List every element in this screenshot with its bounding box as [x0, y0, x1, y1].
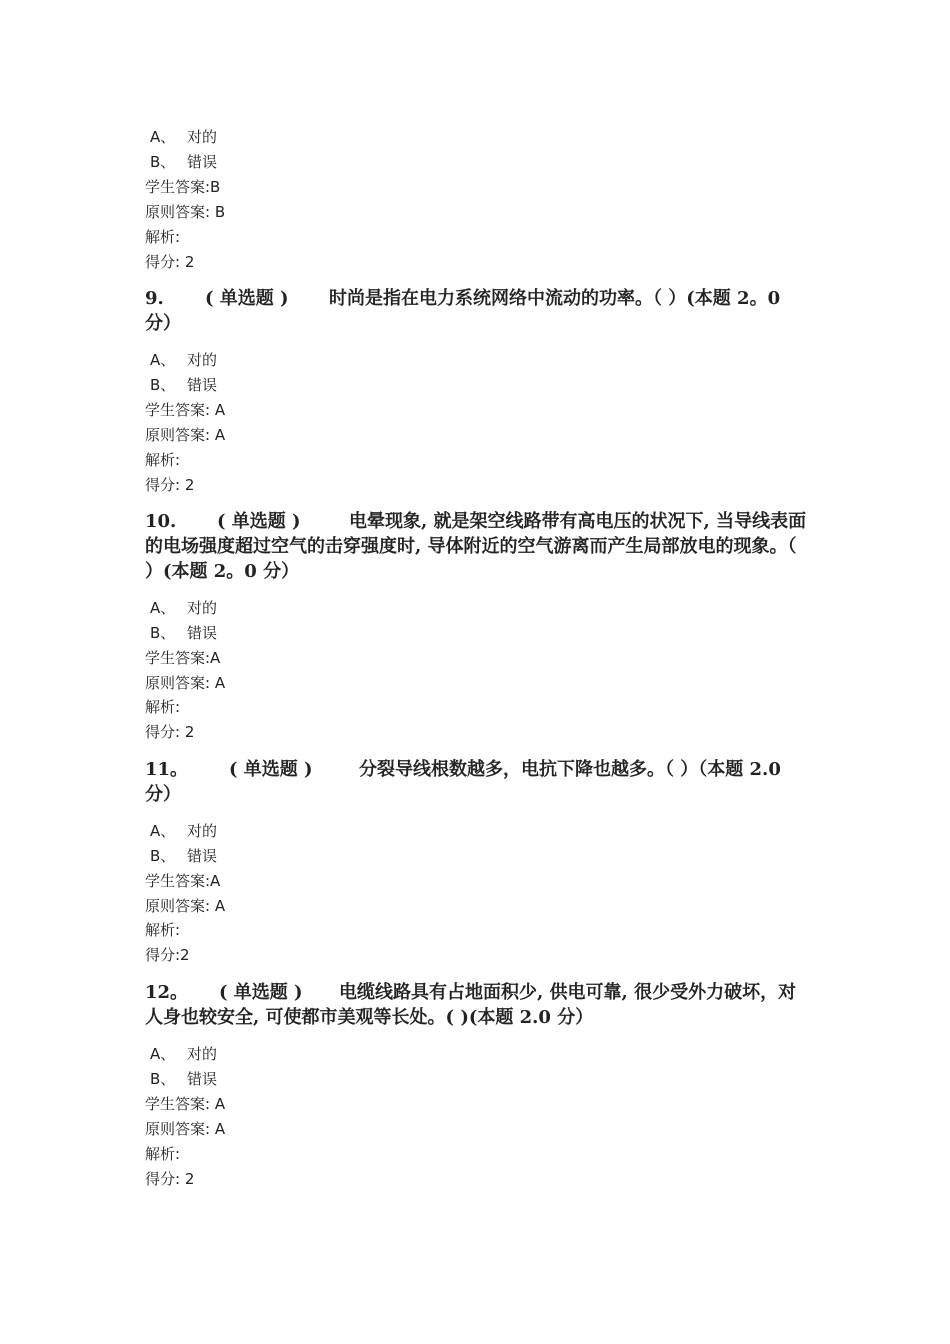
question-text: 电缆线路具有占地面积少, 供电可靠, 很少受外力破坏，对人身也较安全, 可使都市美观等长处。( )(本题 2.0 分） — [145, 982, 797, 1028]
score: 得分: 2 — [145, 476, 195, 494]
question-10 — [145, 509, 810, 584]
option-letter: B、 — [150, 847, 176, 865]
option-b — [150, 1069, 217, 1089]
student-answer: 学生答案:A — [145, 649, 221, 667]
question-text: 电晕现象, 就是架空线路带有高电压的状况下, 当导线表面的电场强度超过空气的击穿强度时, 导体附近的空气游离而产生局部放电的现象。（ ）(本题 2。0 分） — [145, 511, 807, 582]
analysis-label: 解析: — [145, 228, 181, 246]
option-letter: A、 — [150, 351, 176, 369]
student-answer: 学生答案: A — [145, 401, 226, 419]
option-letter: B、 — [150, 376, 176, 394]
option-a — [150, 1044, 217, 1064]
question-text: 时尚是指在电力系统网络中流动的功率。（ ）(本题 2。0 分） — [145, 288, 781, 334]
option-b — [150, 846, 217, 866]
option-text: 对的 — [187, 351, 218, 369]
score: 得分: 2 — [145, 1170, 195, 1188]
option-letter: A、 — [150, 599, 176, 617]
option-text: 对的 — [187, 1045, 218, 1063]
score: 得分: 2 — [145, 253, 195, 271]
option-text: 错误 — [187, 624, 218, 642]
option-text: 错误 — [187, 847, 218, 865]
analysis-label: 解析: — [145, 451, 181, 469]
question-type-tag: ( 单选题 ) — [217, 511, 301, 532]
option-b — [150, 375, 217, 395]
option-text: 对的 — [187, 822, 218, 840]
option-letter: B、 — [150, 624, 176, 642]
option-text: 错误 — [187, 1070, 218, 1088]
option-letter: A、 — [150, 822, 176, 840]
standard-answer: 原则答案: B — [145, 203, 226, 221]
question-type-tag: ( 单选题 ) — [229, 759, 313, 780]
option-text: 错误 — [187, 153, 218, 171]
analysis-label: 解析: — [145, 1145, 181, 1163]
option-text: 对的 — [187, 128, 218, 146]
option-letter: A、 — [150, 128, 176, 146]
option-text: 错误 — [187, 376, 218, 394]
option-text: 对的 — [187, 599, 218, 617]
score: 得分:2 — [145, 946, 190, 964]
option-letter: A、 — [150, 1045, 176, 1063]
question-text: 分裂导线根数越多，电抗下降也越多。（ ）（本题 2.0 分） — [145, 759, 781, 805]
option-a — [150, 350, 217, 370]
option-a — [150, 598, 217, 618]
option-letter: B、 — [150, 153, 176, 171]
option-b — [150, 152, 217, 172]
question-number: 10. — [145, 511, 177, 532]
question-type-tag: ( 单选题 ) — [205, 288, 289, 309]
analysis-label: 解析: — [145, 698, 181, 716]
question-number: 9. — [145, 288, 164, 309]
standard-answer: 原则答案: A — [145, 1120, 226, 1138]
question-number: 12。 — [145, 982, 189, 1003]
standard-answer: 原则答案: A — [145, 897, 226, 915]
option-a — [150, 127, 217, 147]
question-9 — [145, 286, 810, 336]
student-answer: 学生答案:A — [145, 872, 221, 890]
option-letter: B、 — [150, 1070, 176, 1088]
question-number: 11。 — [145, 759, 189, 780]
option-a — [150, 821, 217, 841]
analysis-label: 解析: — [145, 921, 181, 939]
question-11 — [145, 757, 810, 807]
question-type-tag: ( 单选题 ) — [219, 982, 303, 1003]
student-answer: 学生答案: A — [145, 1095, 226, 1113]
question-12 — [145, 980, 810, 1030]
option-b — [150, 623, 217, 643]
standard-answer: 原则答案: A — [145, 674, 226, 692]
score: 得分: 2 — [145, 723, 195, 741]
student-answer: 学生答案:B — [145, 178, 221, 196]
standard-answer: 原则答案: A — [145, 426, 226, 444]
